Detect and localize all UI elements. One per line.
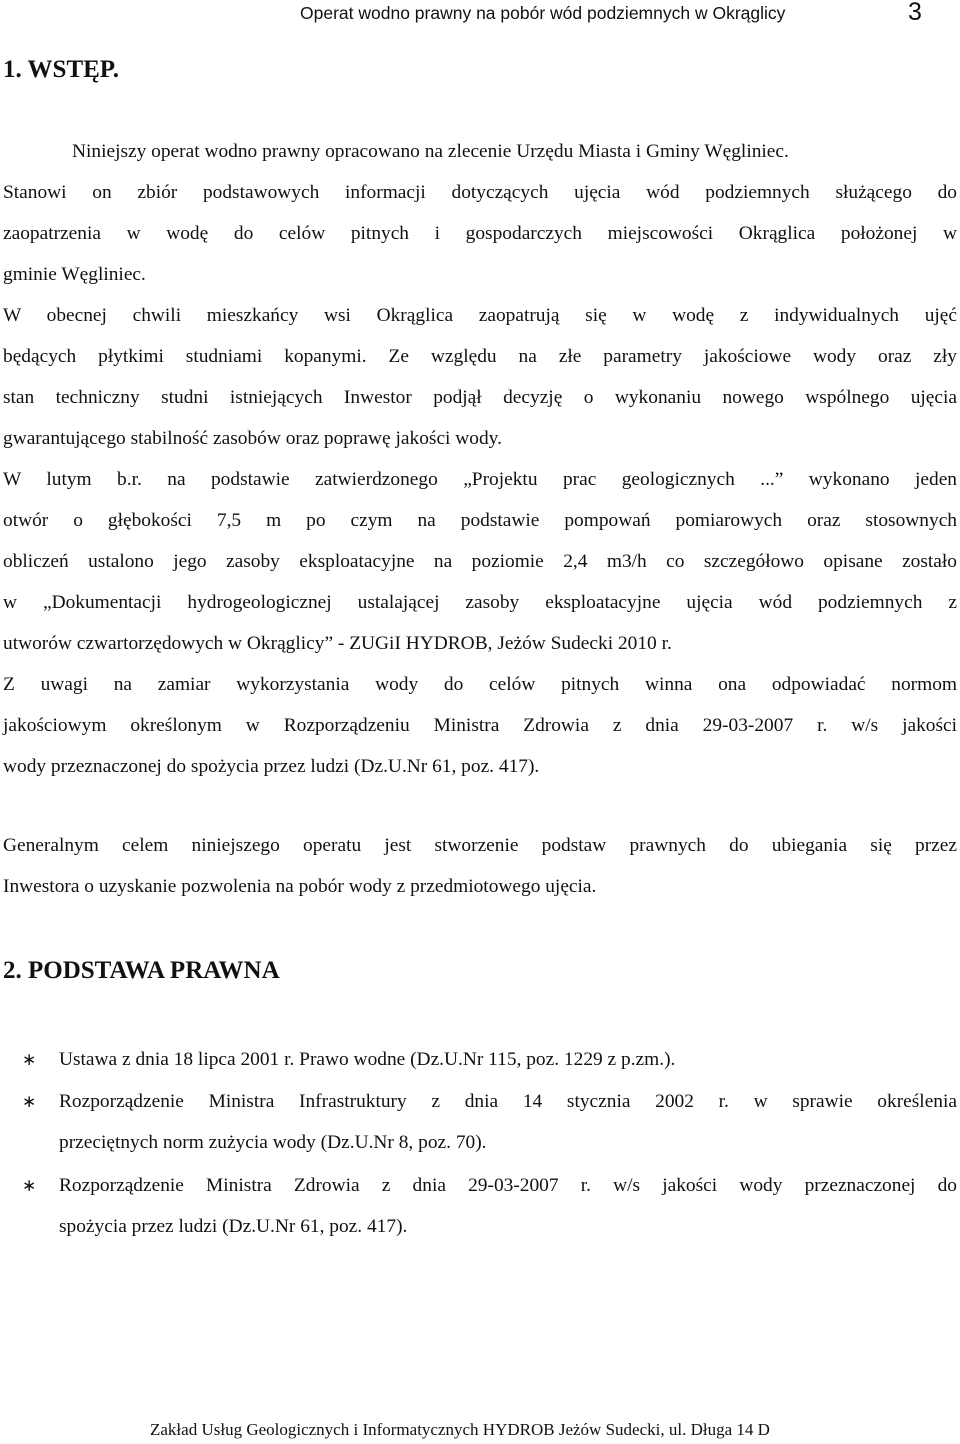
page-number: 3 [908, 0, 922, 26]
paragraph-line: w „Dokumentacji hydrogeologicznej ustalającej zasoby eksploatacyjne ujęcia wód podziemnych z [3, 592, 957, 613]
list-item-line: Rozporządzenie Ministra Infrastruktury z dnia 14 stycznia 2002 r. w sprawie określenia [59, 1091, 957, 1112]
paragraph-line: będących płytkimi studniami kopanymi. Ze względu na złe parametry jakościowe wody oraz zły [3, 346, 957, 367]
page-footer: Zakład Usług Geologicznych i Informatycznych HYDROB Jeżów Sudecki, ul. Długa 14 D [150, 1420, 770, 1439]
running-header-title: Operat wodno prawny na pobór wód podziemnych w Okrąglicy [300, 3, 786, 23]
list-item-line: spożycia przez ludzi (Dz.U.Nr 61, poz. 417). [59, 1216, 408, 1237]
paragraph-line: jakościowym określonym w Rozporządzeniu Ministra Zdrowia z dnia 29-03-2007 r. w/s jakości [3, 715, 957, 736]
paragraph-line: gwarantującego stabilność zasobów oraz poprawę jakości wody. [3, 428, 502, 449]
list-item-line: Rozporządzenie Ministra Zdrowia z dnia 29-03-2007 r. w/s jakości wody przeznaczonej do [59, 1175, 957, 1196]
paragraph-line: otwór o głębokości 7,5 m po czym na podstawie pompowań pomiarowych oraz stosownych [3, 510, 957, 531]
paragraph-line: obliczeń ustalono jego zasoby eksploatacyjne na poziomie 2,4 m3/h co szczegółowo opisane zostało [3, 551, 957, 572]
paragraph-line: W obecnej chwili mieszkańcy wsi Okrąglica zaopatrują się w wodę z indywidualnych ujęć [3, 305, 957, 326]
list-item-line: Ustawa z dnia 18 lipca 2001 r. Prawo wodne (Dz.U.Nr 115, poz. 1229 z p.zm.). [59, 1049, 676, 1070]
paragraph-line: wody przeznaczonej do spożycia przez ludzi (Dz.U.Nr 61, poz. 417). [3, 756, 540, 777]
asterisk-bullet-icon: ∗ [22, 1176, 37, 1196]
paragraph-line: Z uwagi na zamiar wykorzystania wody do celów pitnych winna ona odpowiadać normom [3, 674, 957, 695]
paragraph-line: Niniejszy operat wodno prawny opracowano na zlecenie Urzędu Miasta i Gminy Węgliniec. [72, 141, 789, 162]
paragraph-line: W lutym b.r. na podstawie zatwierdzonego „Projektu prac geologicznych ...” wykonano jeden [3, 469, 957, 490]
asterisk-bullet-icon: ∗ [22, 1050, 37, 1070]
paragraph-line: Stanowi on zbiór podstawowych informacji dotyczących ujęcia wód podziemnych służącego do [3, 182, 957, 203]
list-item-line: przeciętnych norm zużycia wody (Dz.U.Nr 8, poz. 70). [59, 1132, 487, 1153]
paragraph-line: Inwestora o uzyskanie pozwolenia na pobór wody z przedmiotowego ujęcia. [3, 876, 597, 897]
section-1-heading: 1. WSTĘP. [3, 56, 120, 83]
paragraph-line: gminie Węgliniec. [3, 264, 146, 285]
paragraph-line: stan techniczny studni istniejących Inwestor podjął decyzję o wykonaniu nowego wspólnego ujęcia [3, 387, 957, 408]
paragraph-line: utworów czwartorzędowych w Okrąglicy” - ZUGiI HYDROB, Jeżów Sudecki 2010 r. [3, 633, 672, 654]
paragraph-line: Generalnym celem niniejszego operatu jest stworzenie podstaw prawnych do ubiegania się przez [3, 835, 957, 856]
paragraph-line: zaopatrzenia w wodę do celów pitnych i gospodarczych miejscowości Okrąglica położonej w [3, 223, 957, 244]
asterisk-bullet-icon: ∗ [22, 1092, 37, 1112]
section-2-heading: 2. PODSTAWA PRAWNA [3, 957, 280, 984]
